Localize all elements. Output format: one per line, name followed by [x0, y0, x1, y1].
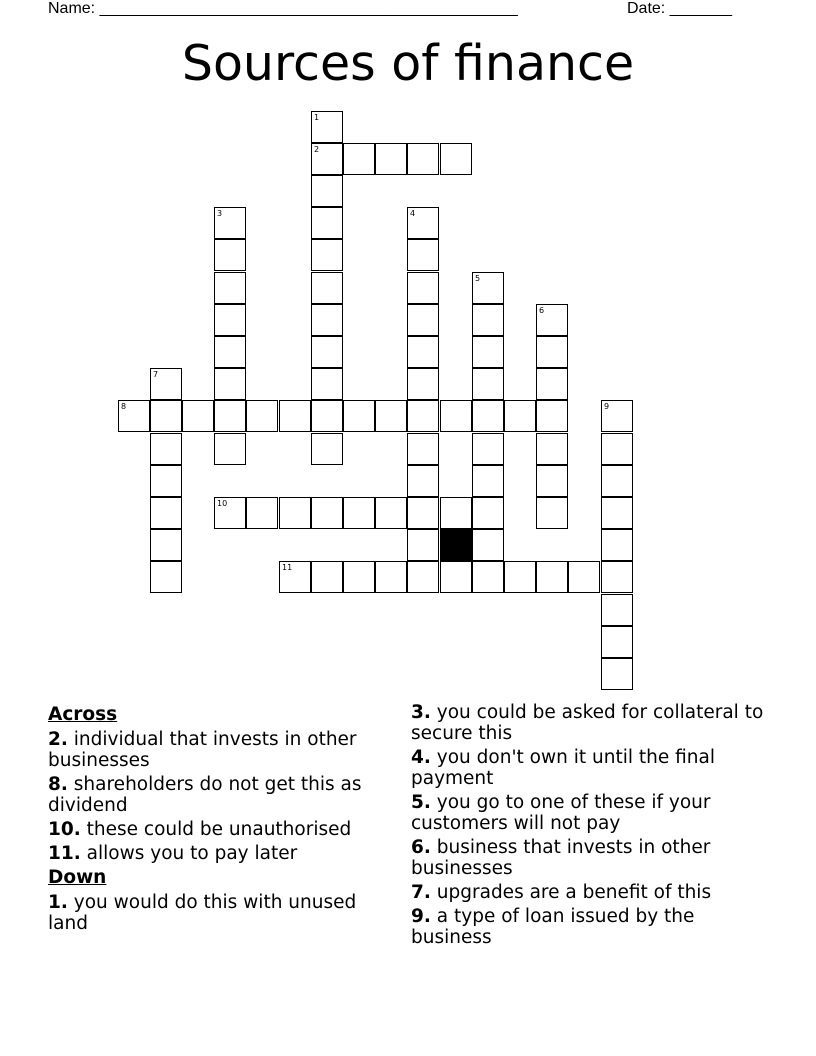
- crossword-cell[interactable]: [601, 433, 633, 465]
- clue-text: upgrades are a benefit of this: [430, 882, 712, 903]
- crossword-cell[interactable]: [150, 497, 182, 529]
- crossword-cell[interactable]: [601, 465, 633, 497]
- crossword-cell[interactable]: [311, 143, 343, 175]
- crossword-cell[interactable]: [504, 400, 536, 432]
- crossword-cell[interactable]: [472, 561, 504, 593]
- down-clue-list-continued: [411, 702, 771, 948]
- crossword-cell[interactable]: [182, 400, 214, 432]
- clue-number: 4: [410, 209, 416, 218]
- clue-text: these could be unauthorised: [80, 819, 352, 840]
- crossword-cell[interactable]: [536, 497, 568, 529]
- clue-item: [48, 843, 393, 864]
- crossword-cell[interactable]: [407, 465, 439, 497]
- crossword-cell[interactable]: [214, 433, 246, 465]
- crossword-cell[interactable]: [279, 400, 311, 432]
- clue-number-label: 10.: [48, 819, 81, 840]
- crossword-cell[interactable]: [311, 111, 343, 143]
- crossword-cell[interactable]: [150, 400, 182, 432]
- clue-text: business that invests in other businesses: [411, 837, 711, 879]
- crossword-cell[interactable]: [375, 561, 407, 593]
- crossword-cell[interactable]: [150, 561, 182, 593]
- crossword-cell[interactable]: [375, 400, 407, 432]
- down-clue-list: [48, 892, 393, 934]
- crossword-cell[interactable]: [601, 626, 633, 658]
- clue-item: [411, 747, 771, 789]
- crossword-cell[interactable]: [214, 272, 246, 304]
- crossword-cell[interactable]: [311, 239, 343, 271]
- clue-number-label: 9.: [411, 906, 431, 927]
- crossword-cell[interactable]: [150, 433, 182, 465]
- clue-number-label: 2.: [48, 729, 68, 750]
- clue-number: 1: [314, 113, 320, 122]
- crossword-cell[interactable]: [214, 239, 246, 271]
- crossword-cell[interactable]: [311, 368, 343, 400]
- crossword-cell[interactable]: [246, 497, 278, 529]
- clue-item: [48, 892, 393, 934]
- crossword-cell[interactable]: [601, 561, 633, 593]
- clue-text: individual that invests in other businesses: [48, 729, 357, 771]
- crossword-cell[interactable]: [407, 433, 439, 465]
- clue-text: you don't own it until the final payment: [411, 747, 715, 789]
- crossword-cell[interactable]: [343, 561, 375, 593]
- crossword-cell[interactable]: [214, 336, 246, 368]
- crossword-cell[interactable]: [279, 497, 311, 529]
- clue-number: 5: [475, 274, 481, 283]
- clue-number-label: 3.: [411, 702, 431, 723]
- clue-item: [411, 702, 771, 744]
- crossword-cell[interactable]: [601, 400, 633, 432]
- crossword-cell[interactable]: [214, 368, 246, 400]
- crossword-cell[interactable]: [440, 561, 472, 593]
- clue-number-label: 5.: [411, 792, 431, 813]
- crossword-cell[interactable]: [440, 143, 472, 175]
- crossword-cell[interactable]: [472, 465, 504, 497]
- crossword-cell[interactable]: [343, 400, 375, 432]
- clue-number-label: 8.: [48, 774, 68, 795]
- crossword-cell[interactable]: [472, 497, 504, 529]
- crossword-cell[interactable]: [440, 400, 472, 432]
- crossword-cell[interactable]: [407, 529, 439, 561]
- down-heading: Down: [48, 867, 107, 888]
- crossword-cell[interactable]: [246, 400, 278, 432]
- clue-text: you would do this with unused land: [48, 892, 357, 934]
- crossword-cell[interactable]: [472, 336, 504, 368]
- clue-number-label: 1.: [48, 892, 68, 913]
- across-heading: Across: [48, 704, 118, 725]
- crossword-cell[interactable]: [536, 465, 568, 497]
- crossword-cell[interactable]: [472, 272, 504, 304]
- crossword-cell[interactable]: [601, 529, 633, 561]
- clues-right-column: [411, 702, 771, 951]
- crossword-cell[interactable]: [118, 400, 150, 432]
- crossword-cell[interactable]: [407, 400, 439, 432]
- clue-number: 10: [217, 499, 228, 508]
- clue-number: 3: [217, 209, 223, 218]
- crossword-cell[interactable]: [150, 529, 182, 561]
- clue-item: [48, 819, 393, 840]
- crossword-cell[interactable]: [279, 561, 311, 593]
- crossword-cell[interactable]: [472, 304, 504, 336]
- blocked-cell: [440, 529, 472, 561]
- crossword-cell[interactable]: [375, 143, 407, 175]
- crossword-cell[interactable]: [536, 400, 568, 432]
- crossword-cell[interactable]: [407, 561, 439, 593]
- crossword-cell[interactable]: [311, 433, 343, 465]
- clue-item: [411, 882, 771, 903]
- clue-number: 8: [121, 402, 127, 411]
- crossword-cell[interactable]: [472, 400, 504, 432]
- clue-number-label: 11.: [48, 843, 81, 864]
- crossword-cell[interactable]: [214, 400, 246, 432]
- crossword-cell[interactable]: [407, 304, 439, 336]
- crossword-cell[interactable]: [536, 561, 568, 593]
- crossword-cell[interactable]: [536, 336, 568, 368]
- crossword-cell[interactable]: [504, 561, 536, 593]
- clue-text: you go to one of these if your customers will not pay: [411, 792, 711, 834]
- crossword-cell[interactable]: [214, 207, 246, 239]
- clue-number: 7: [153, 370, 159, 379]
- crossword-cell[interactable]: [343, 497, 375, 529]
- crossword-cell[interactable]: [440, 497, 472, 529]
- clue-number: 2: [314, 145, 320, 154]
- crossword-cell[interactable]: [407, 143, 439, 175]
- across-clue-list: [48, 729, 393, 864]
- crossword-cell[interactable]: [214, 304, 246, 336]
- crossword-cell[interactable]: [311, 561, 343, 593]
- clue-item: [48, 729, 393, 771]
- crossword-cell[interactable]: [150, 465, 182, 497]
- clue-item: [411, 837, 771, 879]
- date-field-label: Date: _______: [627, 0, 732, 17]
- crossword-cell[interactable]: [375, 497, 407, 529]
- crossword-cell[interactable]: [536, 304, 568, 336]
- crossword-cell[interactable]: [601, 594, 633, 626]
- crossword-cell[interactable]: [311, 207, 343, 239]
- crossword-cell[interactable]: [150, 368, 182, 400]
- crossword-cell[interactable]: [407, 207, 439, 239]
- crossword-cell[interactable]: [311, 175, 343, 207]
- clue-text: you could be asked for collateral to secure this: [411, 702, 764, 744]
- clue-number-label: 7.: [411, 882, 431, 903]
- crossword-cell[interactable]: [407, 368, 439, 400]
- clue-item: [411, 792, 771, 834]
- clue-number-label: 4.: [411, 747, 431, 768]
- crossword-cell[interactable]: [407, 272, 439, 304]
- clue-number: 6: [539, 306, 545, 315]
- crossword-cell[interactable]: [472, 368, 504, 400]
- clue-number: 11: [282, 563, 293, 572]
- crossword-cell[interactable]: [601, 658, 633, 690]
- crossword-cell[interactable]: [311, 400, 343, 432]
- clue-item: [411, 906, 771, 948]
- crossword-cell[interactable]: [536, 433, 568, 465]
- crossword-cell[interactable]: [311, 497, 343, 529]
- crossword-cell[interactable]: [343, 143, 375, 175]
- crossword-cell[interactable]: [472, 433, 504, 465]
- crossword-cell[interactable]: [536, 368, 568, 400]
- crossword-cell[interactable]: [407, 336, 439, 368]
- crossword-cell[interactable]: [407, 239, 439, 271]
- crossword-cell[interactable]: [311, 304, 343, 336]
- crossword-cell[interactable]: [472, 529, 504, 561]
- clue-text: allows you to pay later: [80, 843, 298, 864]
- clue-number: 9: [604, 402, 610, 411]
- clues-left-column: [48, 702, 393, 937]
- crossword-cell[interactable]: [311, 336, 343, 368]
- clue-text: shareholders do not get this as dividend: [48, 774, 362, 816]
- clue-item: [48, 774, 393, 816]
- clue-text: a type of loan issued by the business: [411, 906, 695, 948]
- page-title: Sources of finance: [181, 35, 635, 92]
- crossword-cell[interactable]: [214, 497, 246, 529]
- name-field-label: Name: _______________________________________________: [48, 0, 518, 17]
- crossword-cell[interactable]: [311, 272, 343, 304]
- crossword-cell[interactable]: [601, 497, 633, 529]
- clue-number-label: 6.: [411, 837, 431, 858]
- crossword-cell[interactable]: [568, 561, 600, 593]
- crossword-cell[interactable]: [407, 497, 439, 529]
